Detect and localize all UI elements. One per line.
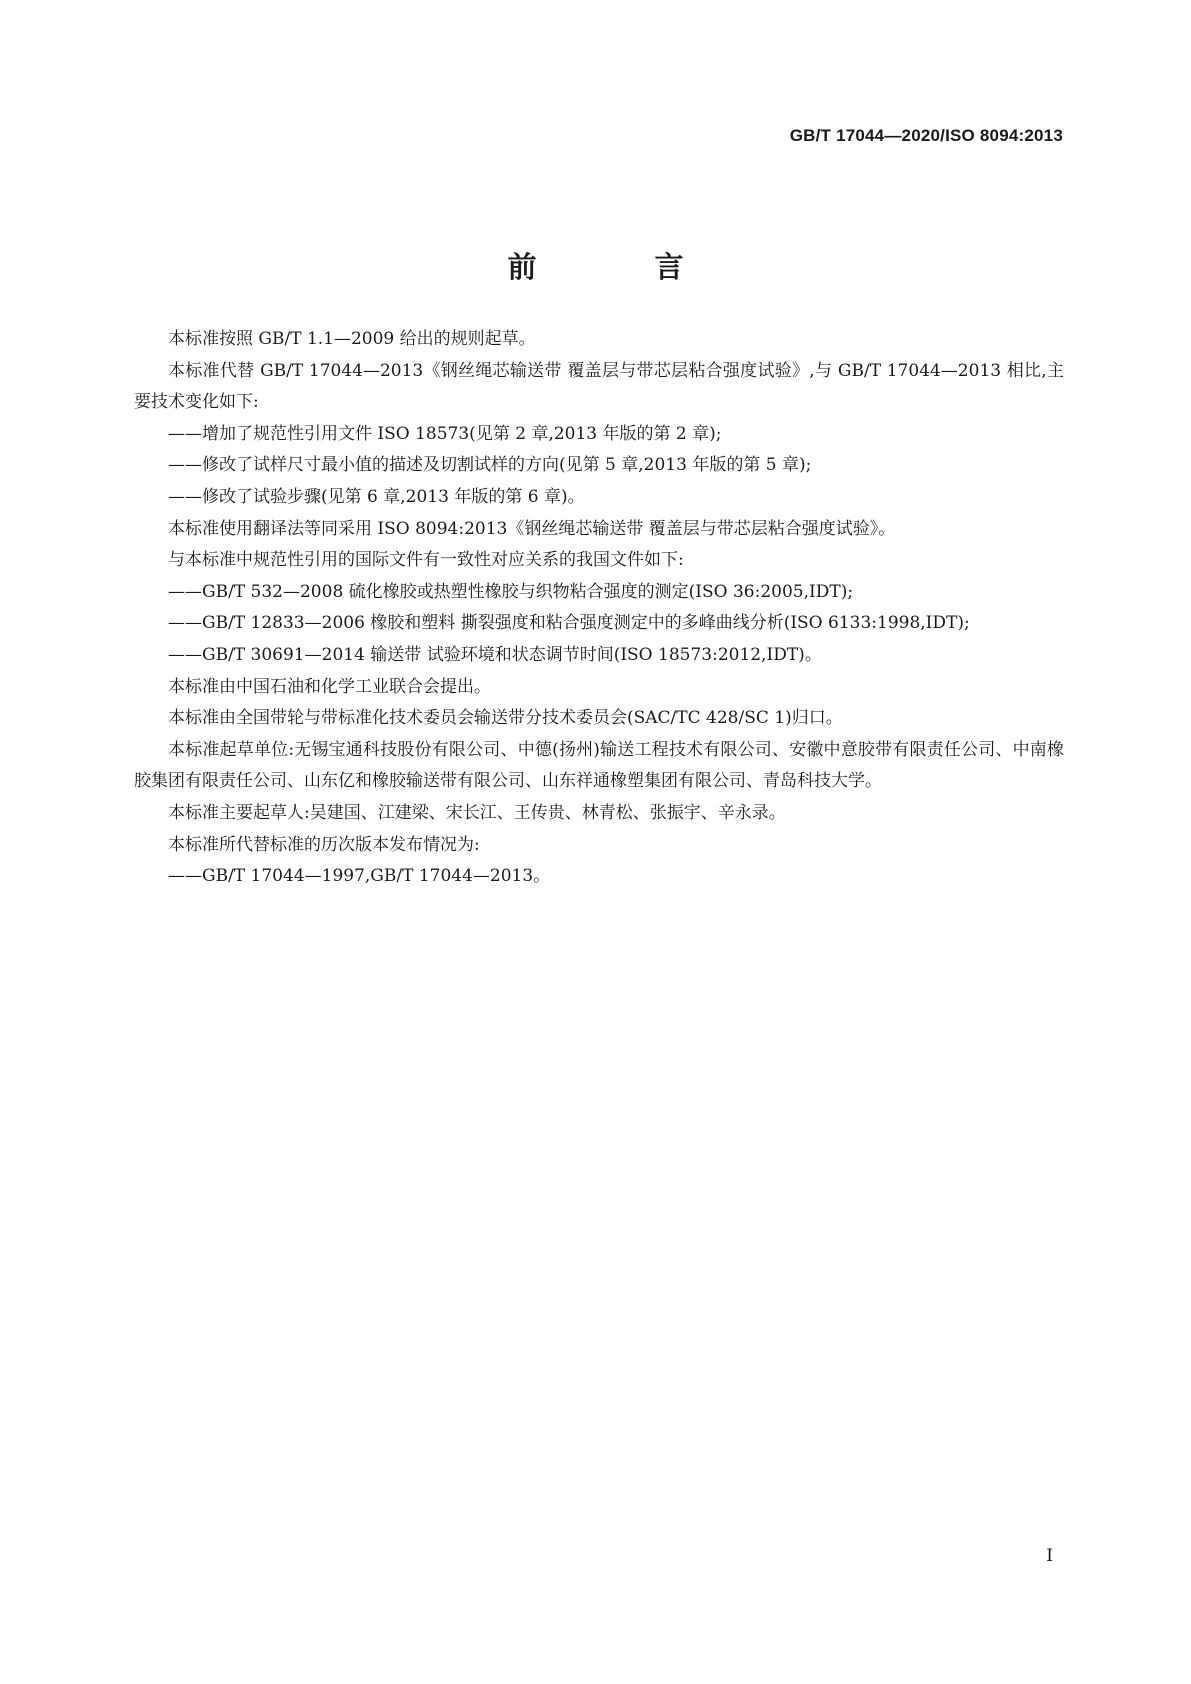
standard-code-header: GB/T 17044—2020/ISO 8094:2013	[789, 126, 1063, 145]
paragraph-drafting-rules: 本标准按照 GB/T 1.1—2009 给出的规则起草。	[168, 329, 536, 349]
paragraph-drafting-units: 本标准起草单位:无锡宝通科技股份有限公司、中德(扬州)输送工程技术有限公司、安徽中意胶带有限责任公司、中南橡胶集团有限责任公司、山东亿和橡胶输送带有限公司、山东祥通橡塑集团有限公司、青岛科技大学。	[134, 739, 1064, 792]
preface-body	[134, 324, 1064, 893]
list-item-change-3: ——修改了试验步骤(见第 6 章,2013 年版的第 6 章)。	[168, 486, 585, 507]
paragraph-main-drafters: 本标准主要起草人:吴建国、江建梁、宋长江、王传贵、林青松、张振宇、辛永录。	[168, 802, 786, 823]
paragraph-proposed-by: 本标准由中国石油和化学工业联合会提出。	[168, 676, 491, 697]
paragraph-centralized-by: 本标准由全国带轮与带标准化技术委员会输送带分技术委员会(SAC/TC 428/SC 1)归口。	[168, 708, 843, 729]
list-item-reference-2: ——GB/T 12833—2006 橡胶和塑料 撕裂强度和粘合强度测定中的多峰曲线分析(ISO 6133:1998,IDT);	[168, 613, 970, 634]
list-item-edition-history: ——GB/T 17044—1997,GB/T 17044—2013。	[168, 866, 551, 887]
paragraph-translation-method: 本标准使用翻译法等同采用 ISO 8094:2013《钢丝绳芯输送带 覆盖层与带芯层粘合强度试验》。	[168, 518, 896, 539]
list-item-change-2: ——修改了试样尺寸最小值的描述及切割试样的方向(见第 5 章,2013 年版的第 5 章);	[168, 455, 812, 476]
paragraph-previous-editions: 本标准所代替标准的历次版本发布情况为:	[168, 834, 480, 855]
list-item-reference-1: ——GB/T 532—2008 硫化橡胶或热塑性橡胶与织物粘合强度的测定(ISO 36:2005,IDT);	[168, 581, 854, 602]
paragraph-corresponding-documents: 与本标准中规范性引用的国际文件有一致性对应关系的我国文件如下:	[168, 550, 684, 571]
page-title: 前 言	[507, 250, 738, 285]
paragraph-replaces-standard: 本标准代替 GB/T 17044—2013《钢丝绳芯输送带 覆盖层与带芯层粘合强度试验》,与 GB/T 17044—2013 相比,主要技术变化如下:	[134, 360, 1064, 413]
page-number: I	[1046, 1546, 1053, 1566]
list-item-reference-3: ——GB/T 30691—2014 输送带 试验环境和状态调节时间(ISO 18573:2012,IDT)。	[168, 644, 822, 665]
list-item-change-1: ——增加了规范性引用文件 ISO 18573(见第 2 章,2013 年版的第 2 章);	[168, 423, 722, 444]
